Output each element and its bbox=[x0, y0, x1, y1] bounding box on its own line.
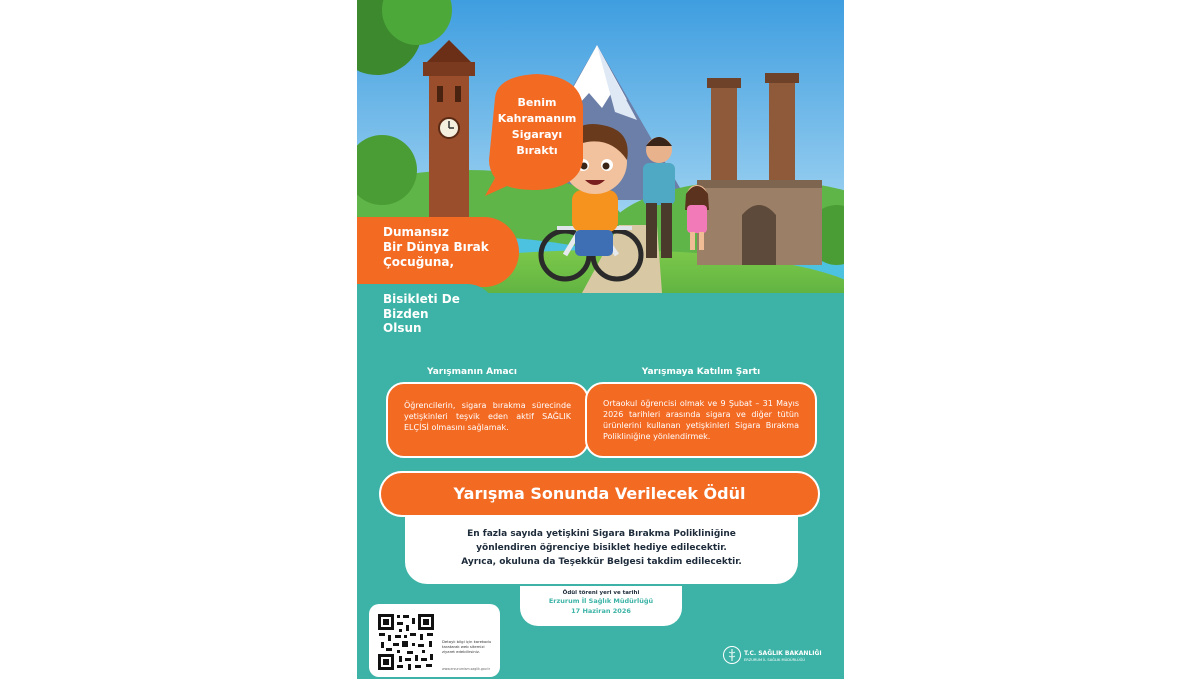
ministry-logo bbox=[722, 645, 822, 669]
speech-bubble-line-4: Bıraktı bbox=[516, 144, 558, 157]
speech-bubble-line-2: Kahramanım bbox=[497, 112, 577, 125]
slogan-line-2: Bir Dünya Bırak bbox=[383, 240, 489, 254]
qr-card[interactable] bbox=[369, 604, 500, 677]
slogan-orange-tag bbox=[357, 217, 519, 287]
award-banner: Yarışma Sonunda Verilecek Ödül bbox=[379, 471, 820, 517]
ministry-emblem-icon bbox=[722, 645, 742, 665]
ceremony-label: Ödül töreni yeri ve tarihi bbox=[562, 590, 640, 596]
condition-box bbox=[585, 382, 817, 458]
slogan-line-4: Bisikleti De bbox=[383, 292, 460, 306]
slogan-line-1: Dumansız bbox=[383, 225, 449, 239]
slogan-line-3: Çocuğuna, bbox=[383, 255, 455, 269]
purpose-text: Öğrencilerin, sigara bırakma sürecinde yetişkinleri teşvik eden aktif SAĞLIK ELÇİSİ olmasını sağlamak. bbox=[404, 401, 571, 432]
ministry-subtitle: ERZURUM İL SAĞLIK MÜDÜRLÜĞÜ bbox=[744, 658, 806, 662]
qr-code-icon[interactable] bbox=[377, 613, 435, 671]
ceremony-info bbox=[520, 586, 682, 626]
speech-bubble-line-3: Sigarayı bbox=[511, 128, 563, 141]
speech-bubble-line-1: Benim bbox=[517, 96, 557, 109]
ministry-name: T.C. SAĞLIK BAKANLIĞI bbox=[744, 650, 822, 657]
slogan-line-6: Olsun bbox=[383, 321, 422, 335]
ceremony-place: Erzurum İl Sağlık Müdürlüğü bbox=[548, 597, 654, 605]
purpose-box bbox=[386, 382, 589, 458]
purpose-title: Yarışmanın Amacı bbox=[427, 367, 517, 377]
poster bbox=[357, 0, 844, 679]
qr-website-link[interactable]: www.erzurumism.saglik.gov.tr bbox=[442, 667, 491, 671]
ceremony-date: 17 Haziran 2026 bbox=[571, 607, 631, 615]
slogan-line-5: Bizden bbox=[383, 306, 429, 321]
condition-text: Ortaokul öğrencisi olmak ve 9 Şubat – 31 Mayıs 2026 tarihleri arasında sigara ve diğer tütün ürünlerini kullanan yetişkinleri Sigara Bırakma Polikliniğine yönlendirmek. bbox=[603, 399, 799, 441]
slogan-teal-tag bbox=[357, 284, 497, 350]
condition-title: Yarışmaya Katılım Şartı bbox=[641, 367, 761, 377]
qr-description: Detaylı bilgi için karekodu taratarak web sitemizi ziyaret edebilirsiniz. bbox=[442, 639, 492, 654]
award-line-2: yönlendiren öğrenciye bisiklet hediye edilecektir. bbox=[476, 543, 727, 553]
award-line-1: En fazla sayıda yetişkini Sigara Bırakma Polikliniğine bbox=[467, 529, 736, 539]
award-line-3: Ayrıca, okuluna da Teşekkür Belgesi takdim edilecektir. bbox=[461, 557, 742, 567]
award-panel bbox=[405, 517, 798, 584]
